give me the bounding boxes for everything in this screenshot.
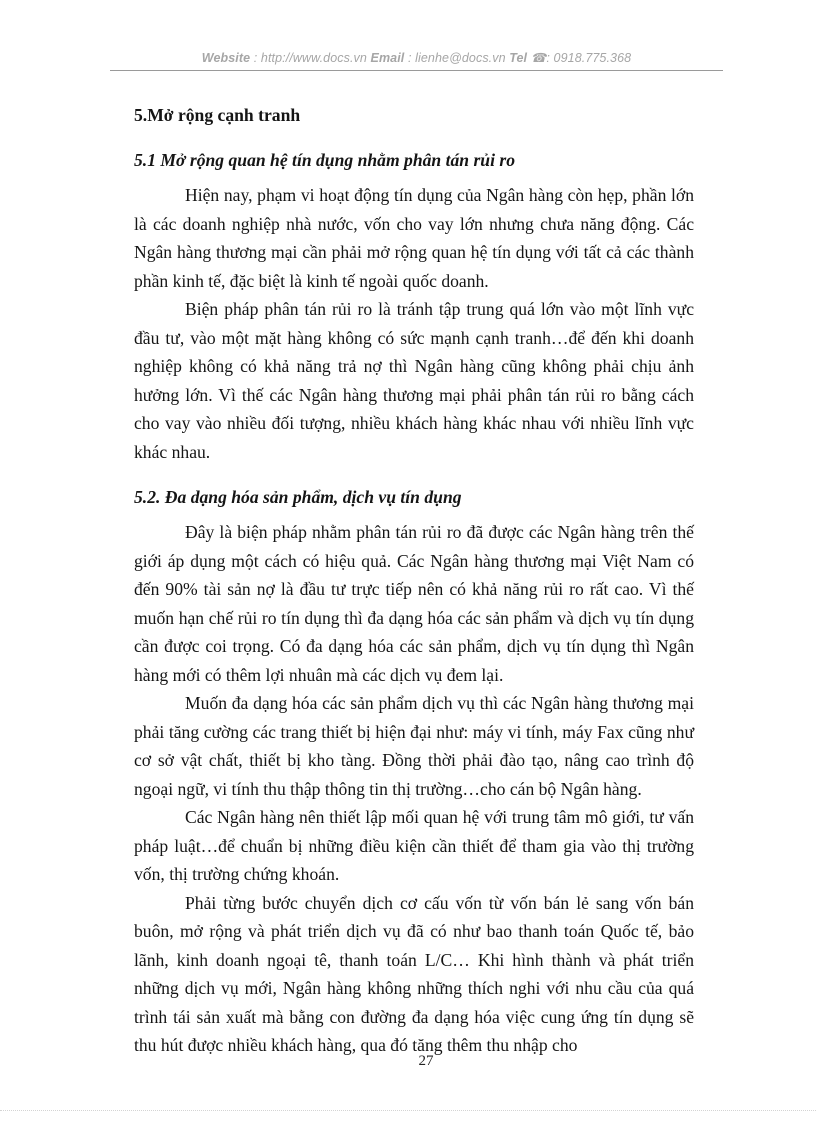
subsection-2-title: 5.2. Đa dạng hóa sản phẩm, dịch vụ tín dụng <box>134 487 462 507</box>
paragraph: Các Ngân hàng nên thiết lập mối quan hệ với trung tâm mô giới, tư vấn pháp luật…để chuẩn bị những điều kiện cần thiết để tham gia vào thị trường vốn, thị trường chứng khoán. <box>134 807 694 884</box>
paragraph: Muốn đa dạng hóa các sản phẩm dịch vụ thì các Ngân hàng thương mại phải tăng cường các trang thiết bị hiện đại như: máy vi tính, máy Fax cũng như cơ sở vật chất, thiết bị kho tàng. Đồng thời phải đào tạo, nâng cao trình độ ngoại ngữ, vi tính thu thập thông tin thị trường…cho cán bộ Ngân hàng. <box>134 693 694 799</box>
subsection-1-title: 5.1 Mở rộng quan hệ tín dụng nhằm phân tán rủi ro <box>134 150 516 170</box>
page-number: 27 <box>418 1053 434 1069</box>
page-header <box>110 50 723 65</box>
website-value: : http://www.docs.vn <box>253 51 367 65</box>
paragraph: Đây là biện pháp nhằm phân tán rủi ro đã được các Ngân hàng trên thế giới áp dụng một cách có hiệu quả. Các Ngân hàng thương mại Việt Nam có đến 90% tài sản nợ là đầu tư trực tiếp nên có khả năng rủi ro rất cao. Vì thế muốn hạn chế rủi ro tín dụng thì đa dạng hóa các sản phẩm và dịch vụ tín dụng cần được coi trọng. Có đa dạng hóa các sản phẩm, dịch vụ tín dụng thì Ngân hàng mới có thêm lợi nhuân mà các dịch vụ đem lại. <box>134 522 694 685</box>
tel-value: : 0918.775.368 <box>546 51 632 65</box>
phone-icon: ☎ <box>530 51 547 65</box>
paragraph: Phải từng bước chuyển dịch cơ cấu vốn từ vốn bán lẻ sang vốn bán buôn, mở rộng và phát triển dịch vụ đã có như bao thanh toán Quốc tế, bảo lãnh, kinh doanh ngoại tê, thanh toán L/C… Khi hình thành và phát triển những dịch vụ mới, Ngân hàng không những thích nghi với nhu cầu của quá trình tái sản xuất mà bằng con đường đa dạng hóa việc cung ứng tín dụng sẽ thu hút được nhiều khách hàng, qua đó tăng thêm thu nhập cho <box>134 892 694 1055</box>
email-value: : lienhe@docs.vn <box>407 51 506 65</box>
header-divider <box>110 70 723 71</box>
email-label: Email <box>370 51 405 65</box>
paragraph: Hiện nay, phạm vi hoạt động tín dụng của Ngân hàng còn hẹp, phần lớn là các doanh nghiệp nhà nước, vốn cho vay lớn nhưng chưa năng động. Các Ngân hàng thương mại cần phải mở rộng quan hệ tín dụng với tất cả các thành phần kinh tế, đặc biệt là kinh tế ngoài quốc doanh. <box>134 185 694 291</box>
section-title: 5.Mở rộng cạnh tranh <box>134 105 301 125</box>
paragraph: Biện pháp phân tán rủi ro là tránh tập trung quá lớn vào một lĩnh vực đầu tư, vào một mặt hàng không có sức mạnh cạnh tranh…để đến khi doanh nghiệp không có khả năng trả nợ thì Ngân hàng cũng không phải chịu ảnh hưởng lớn. Vì thế các Ngân hàng thương mại phải phân tán rủi ro bằng cách cho vay vào nhiều đối tượng, nhiều khách hàng khác nhau với nhiều lĩnh vực khác nhau. <box>134 299 694 462</box>
page-bottom-border <box>0 1110 816 1111</box>
document-body <box>134 102 694 1060</box>
website-label: Website <box>201 51 251 65</box>
tel-label: Tel <box>509 51 528 65</box>
